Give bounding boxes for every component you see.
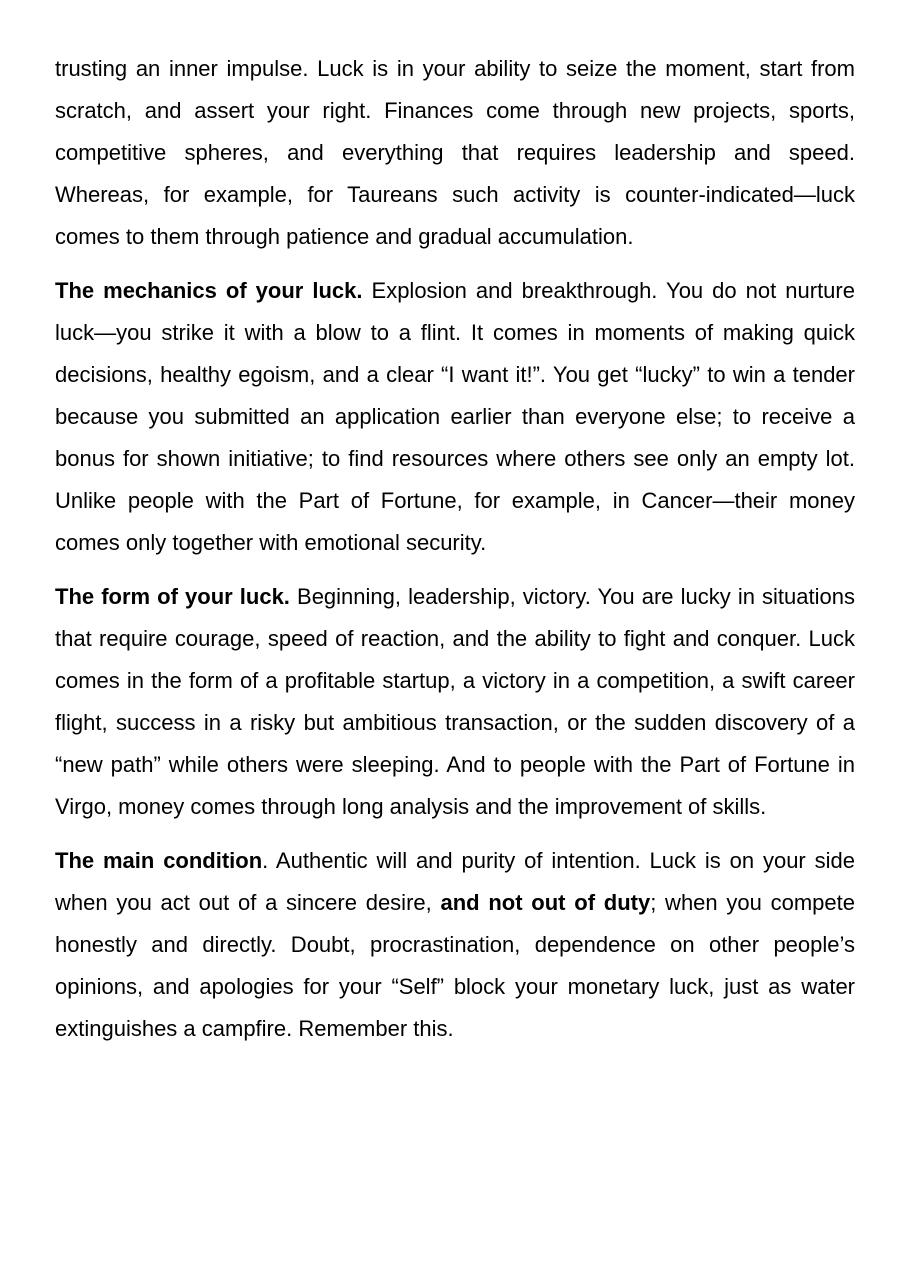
paragraph-condition	[55, 840, 855, 1050]
paragraph-intro	[55, 48, 855, 258]
paragraph-text: Explosion and breakthrough. You do not nurture luck—you strike it with a blow to a flint. It comes in moments of making quick decisions, healthy egoism, and a clear “I want it!”. You get “lucky” to win a tender because you submitted an application earlier than everyone else; to receive a bonus for shown initiative; to find resources where others see only an empty lot. Unlike people with the Part of Fortune, for example, in Cancer—their money comes only together with emotional security.	[55, 278, 855, 555]
paragraph-mechanics	[55, 270, 855, 564]
paragraph-form	[55, 576, 855, 828]
paragraph-heading: The mechanics of your luck.	[55, 278, 363, 303]
document-page	[55, 48, 855, 1062]
emphasis-text: and not out of duty	[440, 890, 651, 915]
paragraph-heading: The form of your luck.	[55, 584, 290, 609]
paragraph-text: ; when you compete honestly and directly. Doubt, procrastination, dependence on other people’s opinions, and apologies for your “Self” block your monetary luck, just as water extinguishes a campfire. Remember this.	[55, 890, 855, 1041]
paragraph-text: trusting an inner impulse. Luck is in your ability to seize the moment, start from scratch, and assert your right. Finances come through new projects, sports, competitive spheres, and everything that requires leadership and speed. Whereas, for example, for Taureans such activity is counter-indicated—luck comes to them through patience and gradual accumulation.	[55, 56, 855, 249]
paragraph-text: . Authentic will and purity of intention. Luck is on your side when you act out of a sincere desire,	[55, 848, 855, 915]
paragraph-text: Beginning, leadership, victory. You are lucky in situations that require courage, speed of reaction, and the ability to fight and conquer. Luck comes in the form of a profitable startup, a victory in a competition, a swift career flight, success in a risky but ambitious transaction, or the sudden discovery of a “new path” while others were sleeping. And to people with the Part of Fortune in Virgo, money comes through long analysis and the improvement of skills.	[55, 584, 855, 819]
paragraph-heading: The main condition	[55, 848, 263, 873]
